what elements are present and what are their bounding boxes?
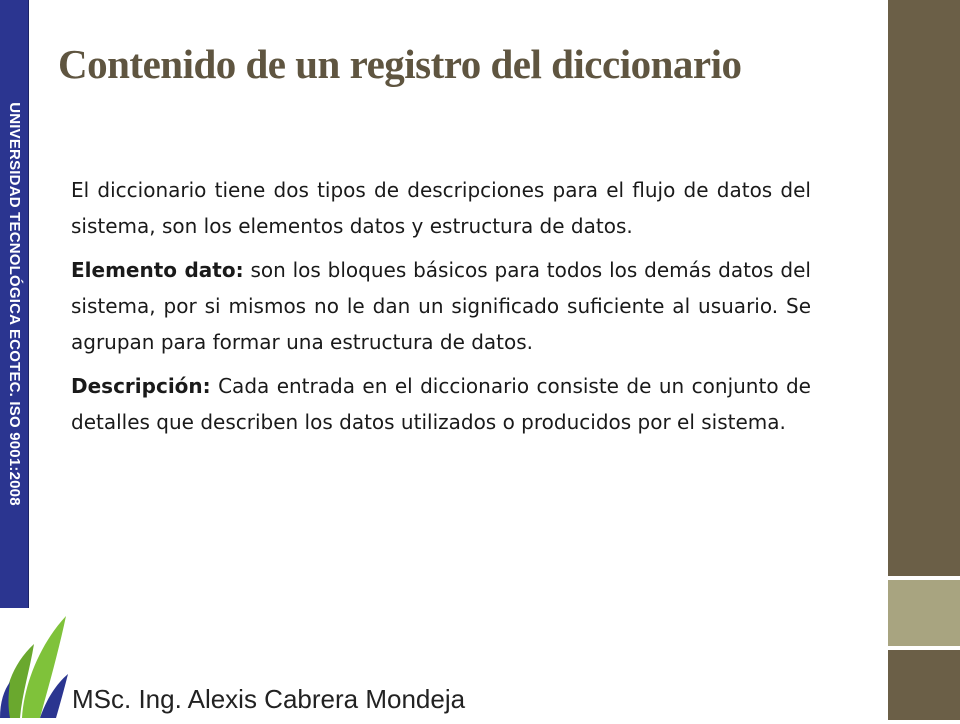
paragraph-label: Elemento dato: [71, 258, 244, 282]
author-name: MSc. Ing. Alexis Cabrera Mondeja [72, 684, 466, 714]
paragraph-text: El diccionario tiene dos tipos de descripciones para el flujo de datos del sistema, son los elementos datos y estructura de datos. [71, 178, 811, 238]
paragraph-text: son los bloques básicos para todos los demás datos del sistema, por si mismos no le dan un significado suficiente al usuario. Se agrupan para formar una estructura de datos. [71, 258, 811, 354]
right-band-middle [888, 580, 960, 646]
paragraph-descripcion [71, 368, 811, 440]
ecotec-leaf-logo-icon [0, 614, 70, 720]
paragraph-text: Cada entrada en el diccionario consiste de un conjunto de detalles que describen los datos utilizados o producidos por el sistema. [71, 374, 811, 434]
slide-content [71, 172, 811, 448]
ecotec-logo [0, 614, 70, 720]
paragraph-elemento-dato [71, 252, 811, 360]
university-strip [0, 0, 29, 608]
right-band-bottom [888, 650, 960, 720]
paragraph-label: Descripción: [71, 374, 211, 398]
right-band-top [888, 0, 960, 576]
slide-title: Contenido de un registro del diccionario [58, 41, 742, 87]
paragraph-intro [71, 172, 811, 244]
university-strip-text: UNIVERSIDAD TECNOLÓGICA ECOTEC. ISO 9001:2008 [6, 102, 23, 506]
